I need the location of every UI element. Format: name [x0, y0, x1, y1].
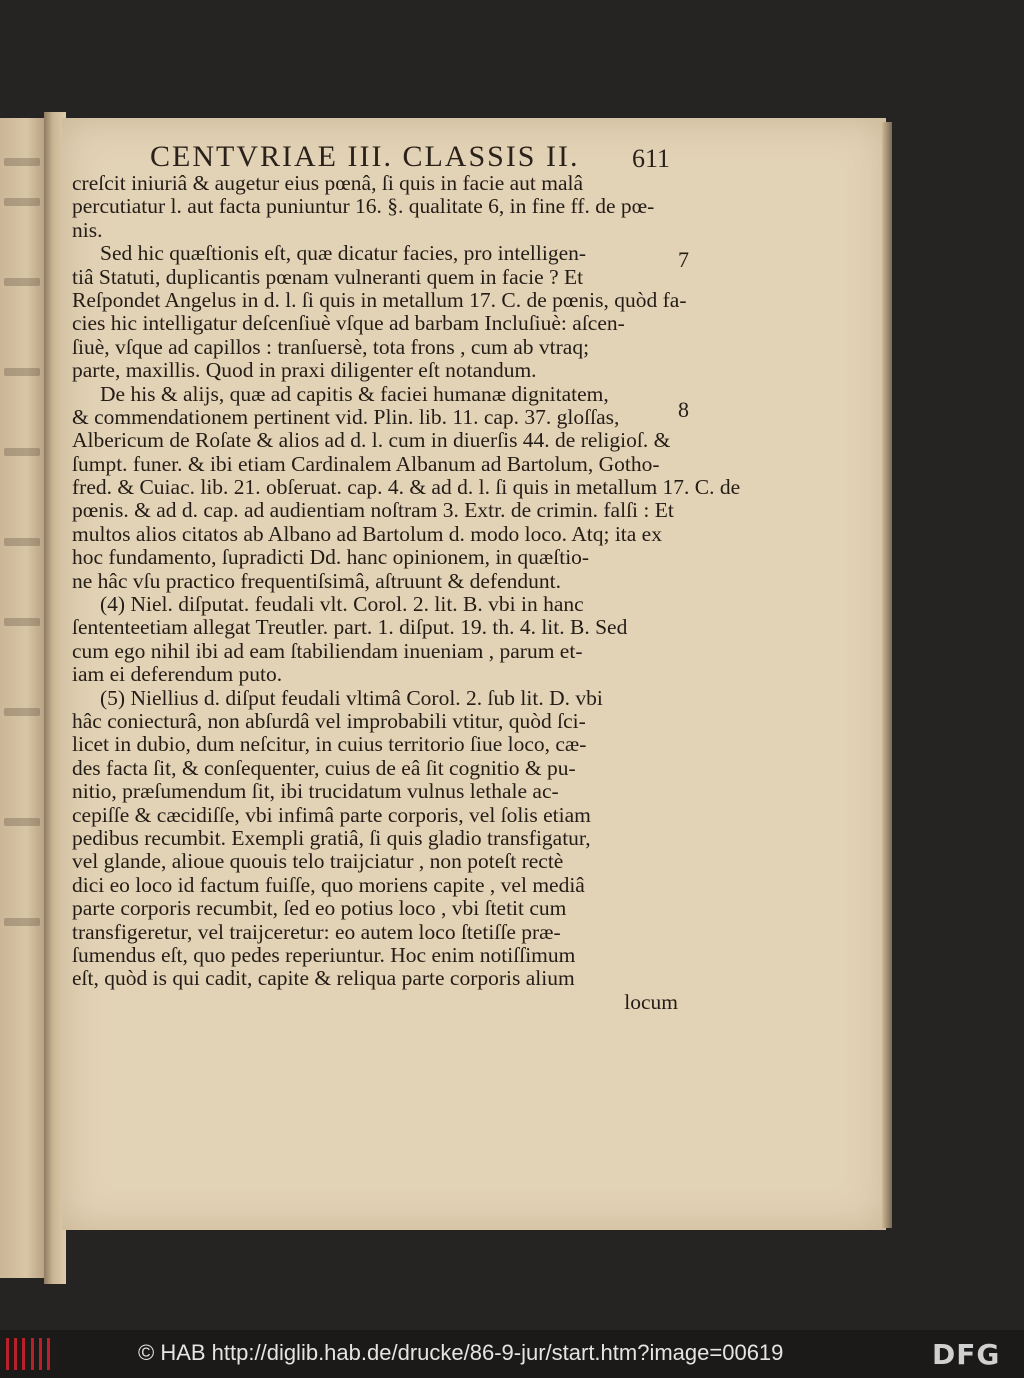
marginal-number: 8: [678, 397, 689, 422]
text-line: pedibus recumbit. Exempli gratiâ, ſi quis gladio transfigatur,: [72, 825, 591, 850]
hab-logo-icon[interactable]: [6, 1338, 50, 1370]
text-line: vel glande, alioue quouis telo traijciatur , non poteſt rectè: [72, 849, 564, 874]
text-line: Reſpondet Angelus in d. l. ſi quis in metallum 17. C. de pœnis, quòd fa-: [72, 287, 687, 312]
page-right-edge: [882, 122, 892, 1228]
text-line: cum ego nihil ibi ad eam ſtabiliendam inueniam , parum et-: [72, 638, 583, 663]
text-line: des facta ſit, & conſequenter, cuius de eâ ſit cognitio & pu-: [72, 755, 576, 780]
text-line: hâc coniecturâ, non abſurdâ vel improbabili vtitur, quòd ſci-: [72, 708, 586, 733]
dfg-logo[interactable]: DFG: [932, 1338, 1001, 1371]
text-line: De his & alijs, quæ ad capitis & faciei humanæ dignitatem,: [100, 381, 609, 406]
text-line: dici eo loco id factum fuiſſe, quo moriens capite , vel mediâ: [72, 872, 585, 897]
text-line: ſententeetiam allegat Treutler. part. 1. diſput. 19. th. 4. lit. B. Sed: [72, 615, 628, 640]
text-line: & commendationem pertinent vid. Plin. lib. 11. cap. 37. gloſſas,: [72, 404, 620, 429]
text-line: (5) Niellius d. diſput feudali vltimâ Corol. 2. ſub lit. D. vbi: [100, 685, 603, 710]
marginal-number: 7: [678, 247, 689, 272]
text-line: ſumendus eſt, quo pedes reperiuntur. Hoc enim notiſſimum: [72, 942, 576, 967]
text-line: locum: [624, 989, 678, 1014]
text-line: ſumpt. funer. & ibi etiam Cardinalem Albanum ad Bartolum, Gotho-: [72, 451, 660, 476]
text-line: pœnis. & ad d. cap. ad audientiam noſtram 3. Extr. de crimin. falſi : Et: [72, 498, 674, 523]
text-line: multos alios citatos ab Albano ad Bartolum d. modo loco. Atq; ita ex: [72, 521, 662, 546]
viewer-footer: [0, 1330, 1024, 1378]
text-line: Albericum de Roſate & alios ad d. l. cum in diuerſis 44. de religioſ. &: [72, 428, 671, 453]
text-line: parte corporis recumbit, ſed eo potius loco , vbi ſtetit cum: [72, 896, 567, 921]
text-line: ſiuè, vſque ad capillos : tranſuersè, tota frons , cum ab vtraq;: [72, 334, 590, 359]
running-head: CENTVRIAE III. CLASSIS II.: [150, 140, 580, 173]
text-line: nitio, præſumendum ſit, ibi trucidatum vulnus lethale ac-: [72, 779, 559, 804]
page-number: 611: [632, 144, 671, 173]
text-line: Sed hic quæſtionis eſt, quæ dicatur facies, pro intelligen-: [100, 241, 587, 266]
text-line: eſt, quòd is qui cadit, capite & reliqua parte corporis alium: [72, 966, 575, 991]
text-line: licet in dubio, dum neſcitur, in cuius territorio ſiue loco, cæ-: [72, 732, 587, 757]
text-line: transfigeretur, vel traijceretur: eo autem loco ſtetiſſe præ-: [72, 919, 561, 944]
text-line: cies hic intelligatur deſcenſiuè vſque ad barbam Incluſiuè: aſcen-: [72, 311, 625, 336]
text-line: ne hâc vſu practico frequentiſsimâ, aſtruunt & defendunt.: [72, 568, 561, 593]
text-line: iam ei deferendum puto.: [72, 662, 283, 687]
text-line: parte, maxillis. Quod in praxi diligenter eſt notandum.: [72, 358, 537, 383]
text-line: percutiatur l. aut facta puniuntur 16. §. qualitate 6, in fine ff. de pœ-: [72, 194, 655, 219]
source-link[interactable]: © HAB http://diglib.hab.de/drucke/86-9-jur/start.htm?image=00619: [138, 1340, 784, 1365]
body-text: [72, 171, 741, 1014]
text-line: (4) Niel. diſputat. feudali vlt. Corol. 2. lit. B. vbi in hanc: [100, 592, 584, 617]
text-line: nis.: [72, 217, 103, 242]
previous-page-edge: [0, 118, 44, 1278]
text-line: tiâ Statuti, duplicantis pœnam vulneranti quem in facie ? Et: [72, 264, 584, 289]
text-line: creſcit iniuriâ & augetur eius pœnâ, ſi quis in facie aut malâ: [72, 171, 584, 195]
text-line: hoc fundamento, ſupradicti Dd. hanc opinionem, in quæſtio-: [72, 545, 590, 570]
text-line: cepiſſe & cæcidiſſe, vbi infimâ parte corporis, vel ſolis etiam: [72, 802, 591, 827]
text-line: fred. & Cuiac. lib. 21. obſeruat. cap. 4. & ad d. l. ſi quis in metallum 17. C. de: [72, 475, 741, 500]
